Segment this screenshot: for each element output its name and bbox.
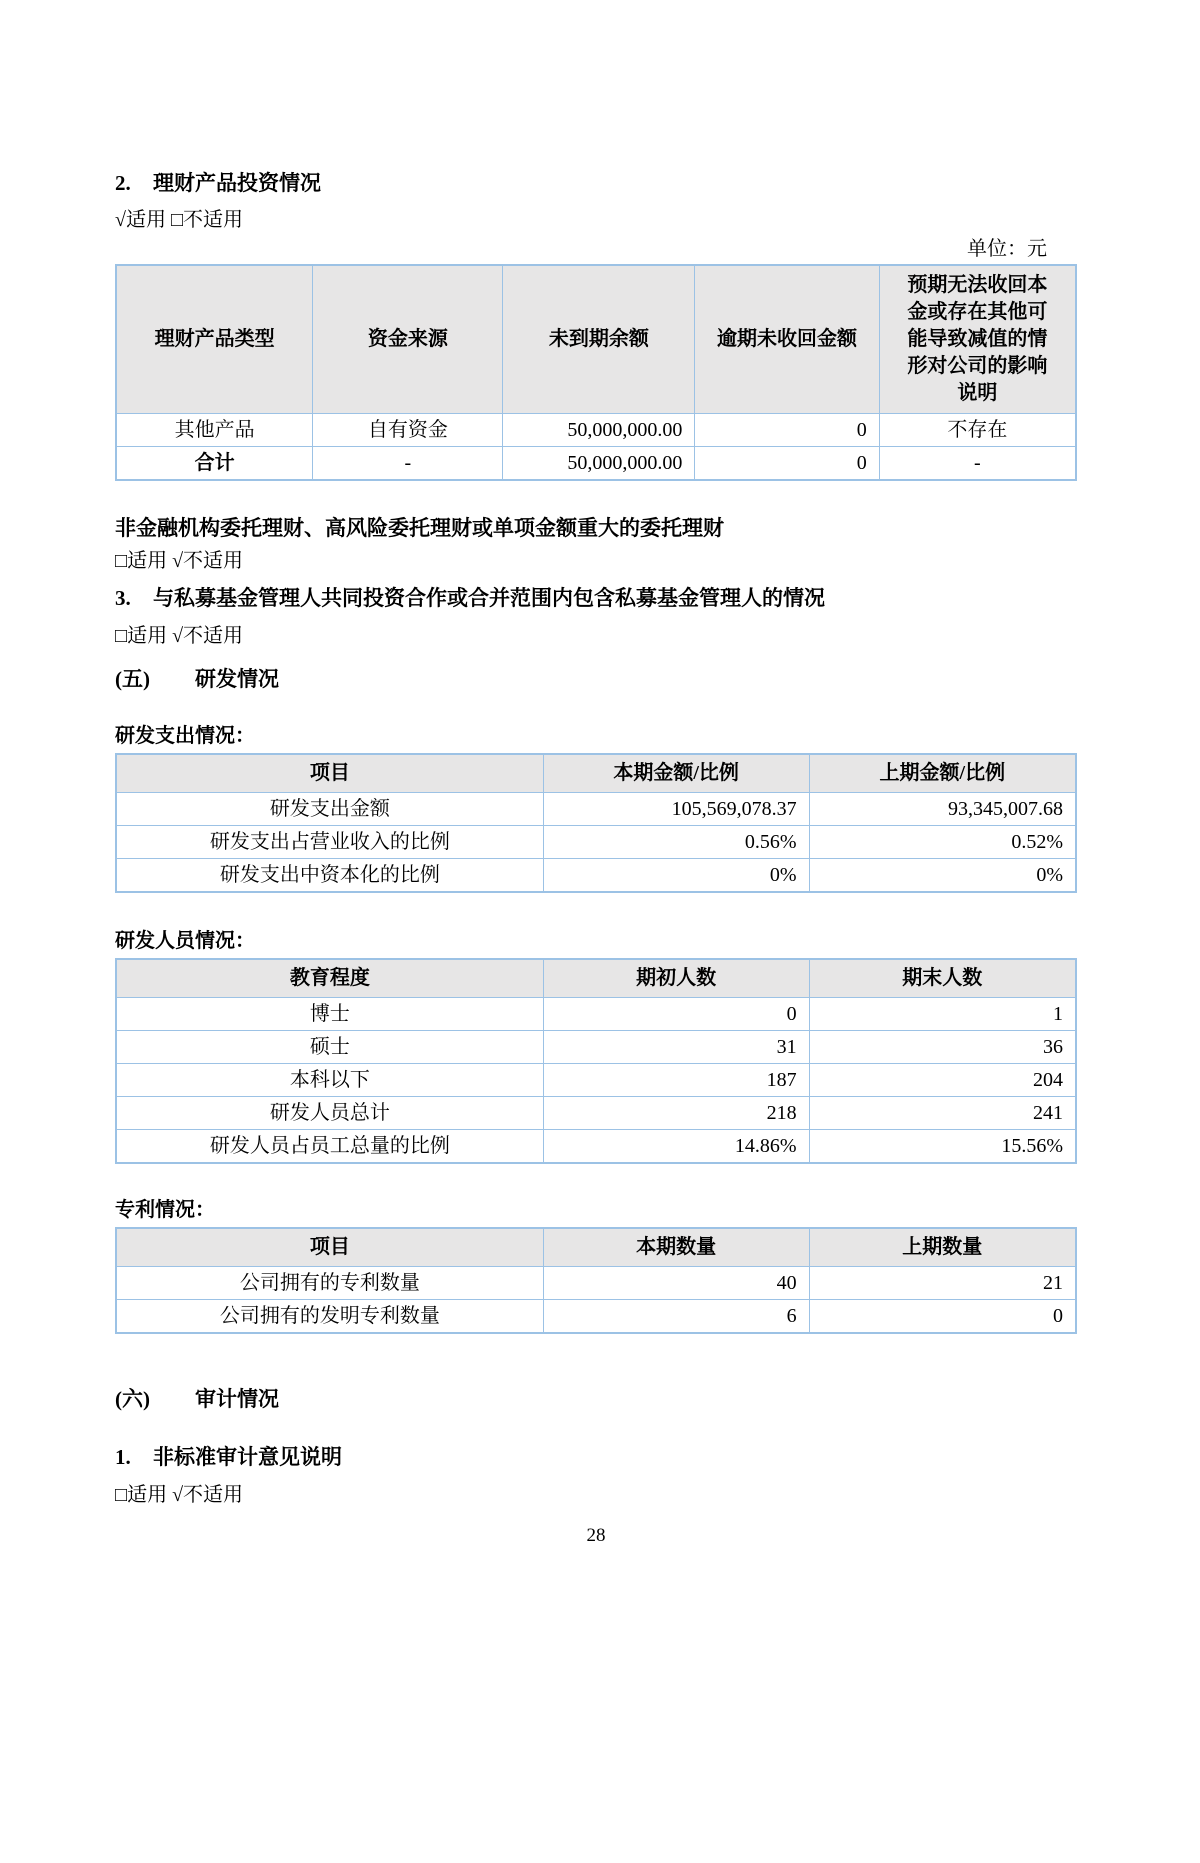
table-cell: 14.86% xyxy=(543,1130,809,1164)
section-number: 3. xyxy=(115,586,131,610)
table-cell: 21 xyxy=(809,1267,1076,1300)
wealth-management-table xyxy=(115,264,1077,481)
table-cell: 不存在 xyxy=(879,414,1076,447)
column-header: 期初人数 xyxy=(543,959,809,998)
rd-expense-table xyxy=(115,753,1077,893)
entrust-heading: 非金融机构委托理财、高风险委托理财或单项金额重大的委托理财 xyxy=(115,516,724,540)
table-row xyxy=(116,1300,1076,1334)
column-header: 期末人数 xyxy=(809,959,1076,998)
table-cell: 1 xyxy=(809,998,1076,1031)
table-cell: 研发支出金额 xyxy=(116,793,543,826)
section-title: 研发情况 xyxy=(195,667,279,691)
table-cell: 0 xyxy=(695,447,879,481)
table-row xyxy=(116,1097,1076,1130)
column-header: 逾期未收回金额 xyxy=(695,265,879,414)
section-title: 审计情况 xyxy=(195,1387,279,1411)
applicable-statement: □适用 √不适用 xyxy=(115,550,244,572)
table-cell: 50,000,000.00 xyxy=(503,447,695,481)
table-row xyxy=(116,1130,1076,1164)
table-cell: 0 xyxy=(543,998,809,1031)
table-row xyxy=(116,447,1076,481)
section-heading-wealth-products xyxy=(115,168,1077,198)
patent-table xyxy=(115,1227,1077,1334)
section-heading-nonstandard-audit xyxy=(115,1442,1077,1472)
table-cell: 其他产品 xyxy=(116,414,313,447)
document-page xyxy=(115,168,1077,1547)
unit-label: 单位：元 xyxy=(967,238,1047,260)
column-header: 理财产品类型 xyxy=(116,265,313,414)
table-row xyxy=(116,1267,1076,1300)
table-row xyxy=(116,414,1076,447)
applicable-statement: □适用 √不适用 xyxy=(115,625,244,647)
table-cell: 0.56% xyxy=(543,826,809,859)
table-row xyxy=(116,826,1076,859)
table-cell: 241 xyxy=(809,1097,1076,1130)
table-cell: 0% xyxy=(543,859,809,893)
table-cell: 本科以下 xyxy=(116,1064,543,1097)
column-header: 本期金额/比例 xyxy=(543,754,809,793)
page-number: 28 xyxy=(586,1525,606,1546)
table-cell: 0 xyxy=(695,414,879,447)
table-cell: 218 xyxy=(543,1097,809,1130)
table-row xyxy=(116,793,1076,826)
table-cell: 公司拥有的发明专利数量 xyxy=(116,1300,543,1334)
patent-label: 专利情况： xyxy=(115,1199,215,1221)
column-header: 项目 xyxy=(116,1228,543,1267)
rd-expense-label: 研发支出情况： xyxy=(115,725,255,747)
rd-staff-label: 研发人员情况： xyxy=(115,930,255,952)
applicable-statement: √适用 □不适用 xyxy=(115,209,244,231)
table-cell: 105,569,078.37 xyxy=(543,793,809,826)
table-cell: 50,000,000.00 xyxy=(503,414,695,447)
table-cell: 0% xyxy=(809,859,1076,893)
table-row xyxy=(116,998,1076,1031)
table-cell: 研发支出占营业收入的比例 xyxy=(116,826,543,859)
table-cell: 40 xyxy=(543,1267,809,1300)
column-header: 项目 xyxy=(116,754,543,793)
table-cell: 36 xyxy=(809,1031,1076,1064)
section-number: 1. xyxy=(115,1445,131,1469)
table-row xyxy=(116,859,1076,893)
column-header: 上期数量 xyxy=(809,1228,1076,1267)
table-cell: 0.52% xyxy=(809,826,1076,859)
table-cell: 204 xyxy=(809,1064,1076,1097)
applicable-statement: □适用 √不适用 xyxy=(115,1484,244,1506)
table-cell: 合计 xyxy=(116,447,313,481)
table-cell: 硕士 xyxy=(116,1031,543,1064)
table-row xyxy=(116,1064,1076,1097)
table-cell: 31 xyxy=(543,1031,809,1064)
table-row xyxy=(116,1031,1076,1064)
table-cell: 187 xyxy=(543,1064,809,1097)
table-cell: - xyxy=(313,447,503,481)
column-header: 资金来源 xyxy=(313,265,503,414)
section-heading-audit xyxy=(115,1384,1077,1414)
table-header-row xyxy=(116,754,1076,793)
rd-staff-table xyxy=(115,958,1077,1164)
table-header-row xyxy=(116,959,1076,998)
table-cell: 研发支出中资本化的比例 xyxy=(116,859,543,893)
table-cell: 研发人员占员工总量的比例 xyxy=(116,1130,543,1164)
section-heading-rd xyxy=(115,664,1077,694)
column-header: 预期无法收回本金或存在其他可能导致减值的情形对公司的影响说明 xyxy=(879,265,1076,414)
section-title: 非标准审计意见说明 xyxy=(153,1445,342,1469)
table-cell: 0 xyxy=(809,1300,1076,1334)
table-cell: 自有资金 xyxy=(313,414,503,447)
table-header-row xyxy=(116,1228,1076,1267)
column-header: 上期金额/比例 xyxy=(809,754,1076,793)
column-header: 本期数量 xyxy=(543,1228,809,1267)
table-cell: 93,345,007.68 xyxy=(809,793,1076,826)
section-heading-private-fund xyxy=(115,583,1077,613)
table-cell: 6 xyxy=(543,1300,809,1334)
section-number: 2. xyxy=(115,171,131,195)
table-header-row xyxy=(116,265,1076,414)
column-header: 未到期余额 xyxy=(503,265,695,414)
section-title: 与私募基金管理人共同投资合作或合并范围内包含私募基金管理人的情况 xyxy=(153,586,825,610)
table-cell: 公司拥有的专利数量 xyxy=(116,1267,543,1300)
table-cell: - xyxy=(879,447,1076,481)
table-cell: 15.56% xyxy=(809,1130,1076,1164)
section-number: (五) xyxy=(115,667,150,691)
table-cell: 研发人员总计 xyxy=(116,1097,543,1130)
section-title: 理财产品投资情况 xyxy=(153,171,321,195)
table-cell: 博士 xyxy=(116,998,543,1031)
column-header: 教育程度 xyxy=(116,959,543,998)
section-number: (六) xyxy=(115,1387,150,1411)
